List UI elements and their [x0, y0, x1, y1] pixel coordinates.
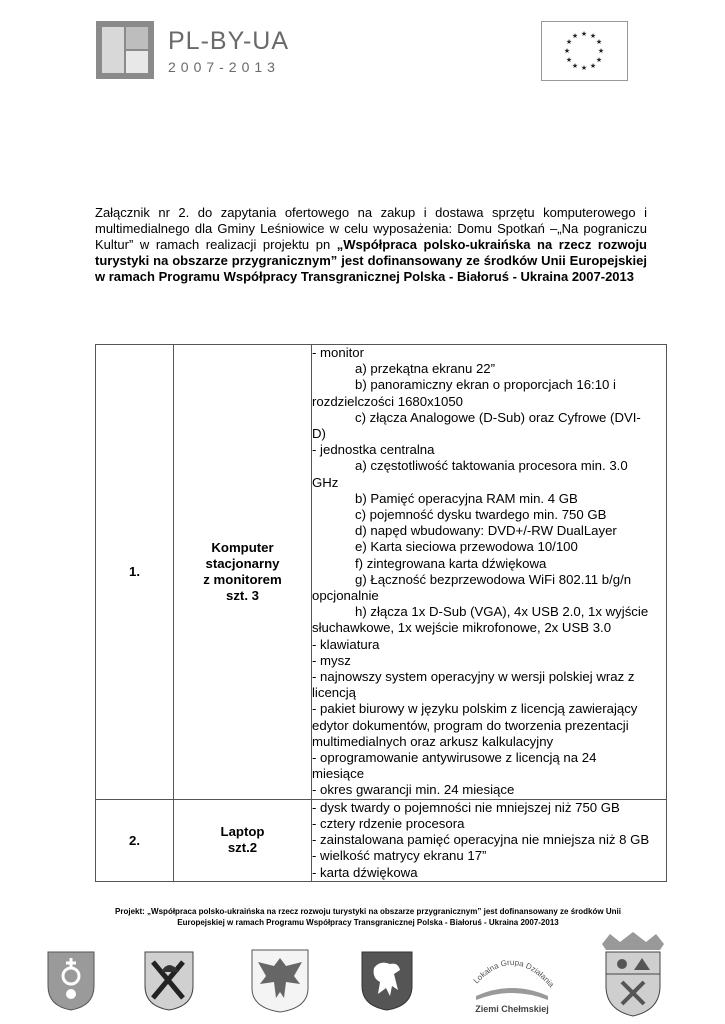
spec-line: licencją [312, 685, 356, 701]
lgd-logo [462, 944, 562, 1016]
crest-6-icon [598, 930, 668, 1018]
program-logo-name: PL-BY-UA [168, 27, 290, 55]
spec-line: e) Karta sieciowa przewodowa 10/100 [355, 539, 578, 555]
lgd-logo-bottom-text: Ziemi Chełmskiej [475, 1004, 549, 1014]
spec-line: h) złącza 1x D-Sub (VGA), 4x USB 2.0, 1x wyjście [355, 604, 649, 620]
program-logo-years: 2007-2013 [168, 59, 280, 75]
eu-flag-icon [541, 21, 628, 81]
spec-line: d) napęd wbudowany: DVD+/-RW DualLayer [355, 523, 617, 539]
spec-line: - zainstalowana pamięć operacyjna nie mniejsza niż 8 GB [312, 832, 650, 848]
svg-text:★: ★ [571, 63, 579, 70]
lgd-logo-top-text: Lokalna Grupa Działania [471, 957, 556, 990]
item-number: 2. [96, 799, 174, 881]
crest-1-icon [46, 950, 96, 1012]
svg-text:★: ★ [563, 48, 571, 55]
intro-paragraph [95, 205, 647, 285]
spec-line: - klawiatura [312, 636, 380, 652]
spec-line: rozdzielczości 1680x1050 [312, 393, 464, 409]
program-logo [96, 21, 291, 83]
item-name-line: Laptop [220, 824, 265, 840]
item-name [174, 799, 312, 881]
svg-text:★: ★ [565, 39, 573, 46]
crest-4-horse-icon [360, 950, 414, 1012]
intro-text: Załącznik nr 2. do zapytania ofertowego na zakup i dostawa sprzętu komputerowego i multimedialnego dla Gminy Leśniowice w celu wyposażenia: Domu Spotkań –„Na pograniczu Kultur” w ramach realizacji projektu pn [95, 205, 647, 252]
spec-line: GHz [312, 474, 339, 490]
item-name-line: szt.2 [227, 840, 258, 856]
footer-line-1: Projekt: „Współpraca polsko-ukraińska na rzecz rozwoju turystyki na obszarze przygranicznym” jest dofinansowany ze środków Unii [115, 907, 621, 916]
svg-text:★: ★ [580, 31, 588, 38]
footer-project-note [88, 906, 648, 928]
spec-line: c) pojemność dysku twardego min. 750 GB [355, 507, 607, 523]
spec-line: b) panoramiczny ekran o proporcjach 16:10 i [355, 377, 616, 393]
item-specification [312, 345, 667, 800]
spec-line: - monitor [312, 345, 365, 360]
spec-line: - dysk twardy o pojemności nie mniejszej niż 750 GB [312, 799, 620, 815]
item-name-line: szt. 3 [226, 587, 259, 603]
svg-text:★: ★ [595, 39, 603, 46]
spec-line: słuchawkowe, 1x wejście mikrofonowe, 2x USB 3.0 [312, 620, 612, 636]
table-row [96, 345, 667, 800]
spec-line: - karta dźwiękowa [312, 864, 418, 880]
spec-line: - okres gwarancji min. 24 miesiące [312, 782, 515, 798]
spec-line: a) przekątna ekranu 22” [355, 361, 496, 377]
svg-text:★: ★ [565, 57, 573, 64]
spec-line: - najnowszy system operacyjny w wersji polskiej wraz z [312, 669, 635, 685]
item-name [174, 345, 312, 800]
program-logo-mark [96, 21, 154, 79]
item-name-line: stacjonarny [205, 555, 280, 571]
spec-line: - oprogramowanie antywirusowe z licencją na 24 [312, 750, 597, 766]
spec-line: multimedialnych oraz arkusz kalkulacyjny [312, 733, 554, 749]
footer-line-2: Europejskiej w ramach Programu Współpracy Transgranicznej Polska - Białoruś - Ukraina 2007-2013 [177, 918, 559, 927]
svg-text:★: ★ [571, 33, 579, 40]
item-number: 1. [96, 345, 174, 800]
spec-line: a) częstotliwość taktowania procesora min. 3.0 [355, 458, 628, 474]
svg-text:★: ★ [589, 63, 597, 70]
spec-line: - cztery rdzenie procesora [312, 815, 465, 831]
item-name-line: z monitorem [203, 571, 282, 587]
spec-line: opcjonalnie [312, 588, 379, 604]
spec-line: edytor dokumentów, program do tworzenia prezentacji [312, 717, 629, 733]
intro-project-title: „Współpraca polsko-ukraińska na rzecz rozwoju turystyki na obszarze przygranicznym” jest dofinansowany ze środków Unii Europejskiej w ramach Programu Współpracy Transgranicznej Polska - Białoruś - Ukraina 2007-2013 [95, 237, 647, 284]
svg-text:★: ★ [589, 33, 597, 40]
spec-line: g) Łączność bezprzewodowa WiFi 802.11 b/g/n [355, 571, 632, 587]
spec-line: b) Pamięć operacyjna RAM min. 4 GB [355, 490, 578, 506]
spec-line: c) złącza Analogowe (D-Sub) oraz Cyfrowe (DVI- [355, 409, 641, 425]
svg-text:★: ★ [595, 57, 603, 64]
svg-text:★: ★ [580, 65, 588, 72]
spec-line: D) [312, 426, 326, 442]
item-name-line: Komputer [211, 539, 274, 555]
table-row [96, 799, 667, 881]
spec-line: - wielkość matrycy ekranu 17” [312, 848, 487, 864]
spec-line: f) zintegrowana karta dźwiękowa [355, 555, 547, 571]
spec-line: - mysz [312, 652, 351, 668]
crest-2-icon [143, 950, 195, 1012]
item-specification [312, 799, 667, 881]
svg-text:★: ★ [597, 48, 605, 55]
crest-3-eagle-icon [250, 948, 310, 1014]
spec-line: miesiące [312, 766, 365, 782]
spec-line: - jednostka centralna [312, 442, 435, 458]
spec-line: - pakiet biurowy w języku polskim z licencją zawierający [312, 701, 638, 717]
equipment-table [95, 344, 667, 882]
